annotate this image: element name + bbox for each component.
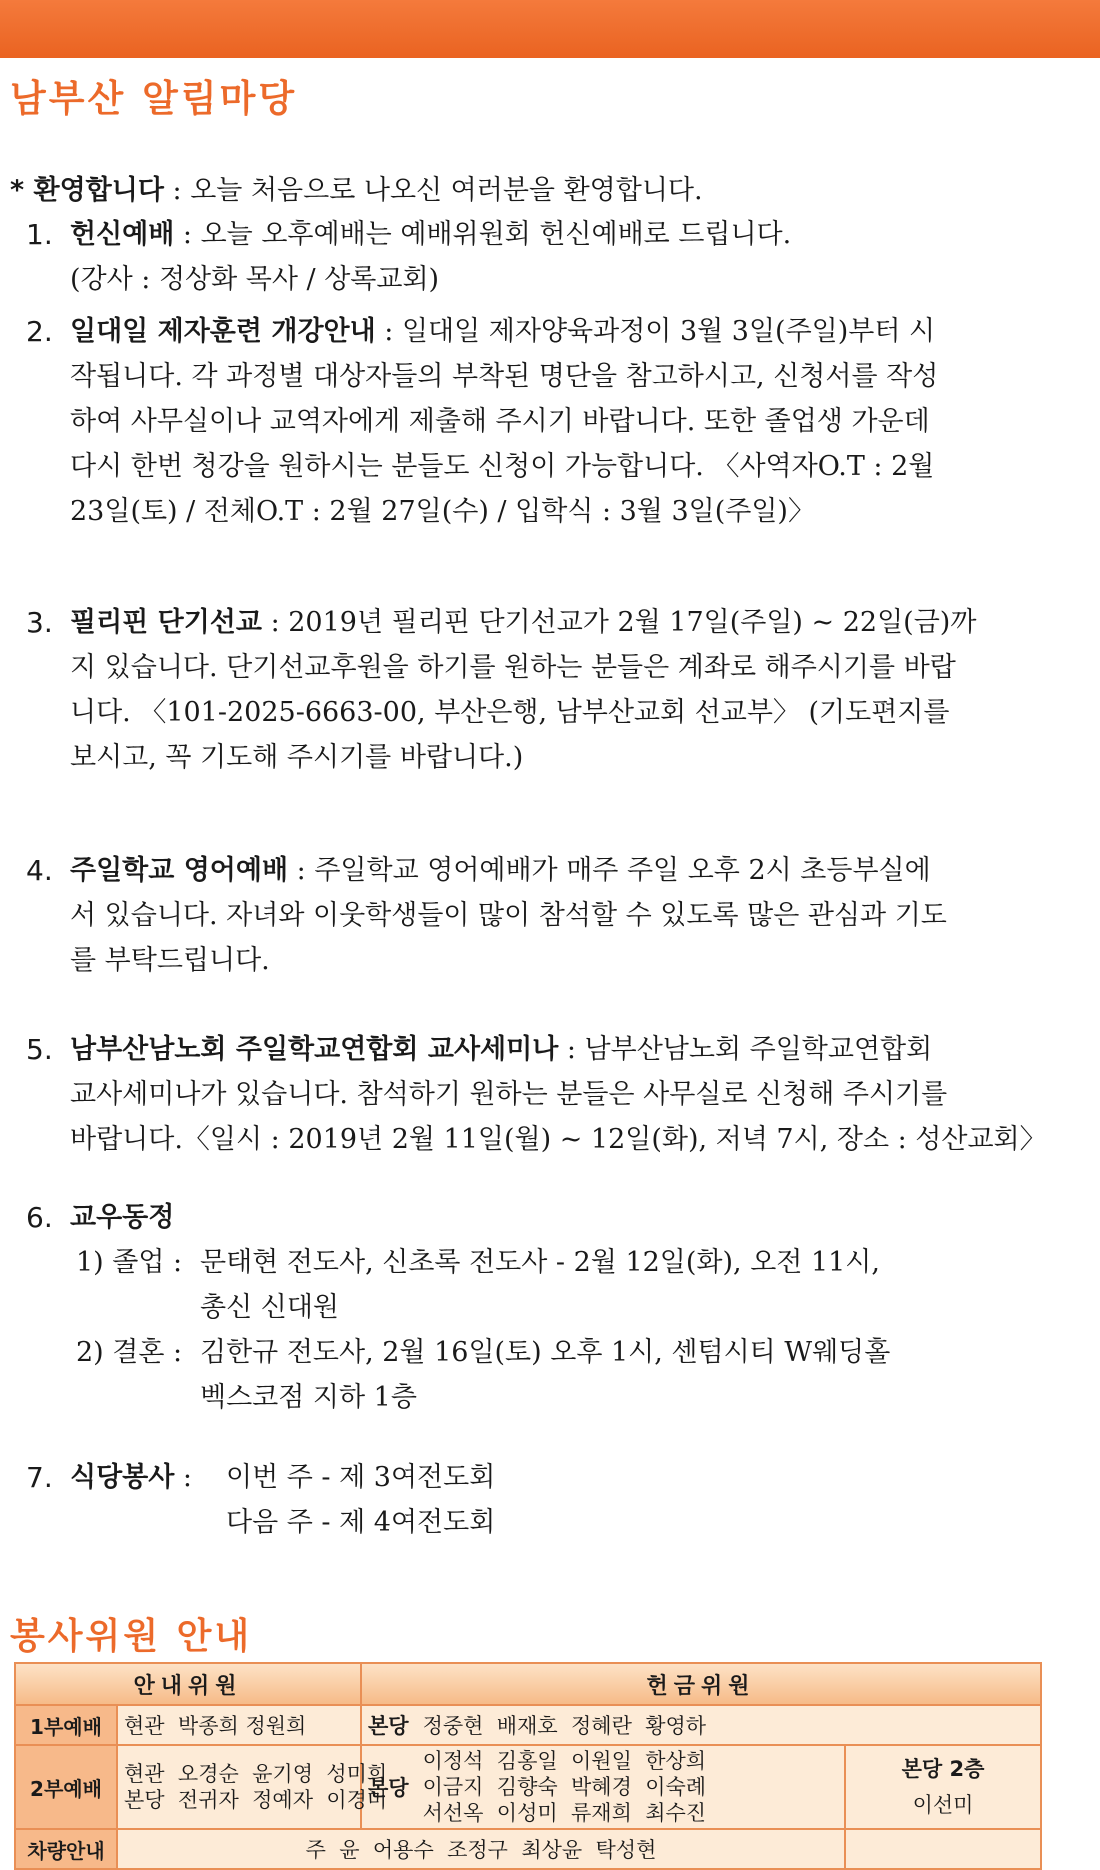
notice-title: 남부산남노회 주일학교연합회 교사세미나 [70, 1034, 559, 1065]
notice-line: : 오늘 오후예배는 예배위원회 헌신예배로 드립니다. [174, 219, 792, 250]
empty-cell [845, 1829, 1041, 1869]
notice-title: 교우동정 [70, 1202, 175, 1233]
extra-offering-cell [845, 1745, 1041, 1829]
sub-item-line: 김한규 전도사, 2월 16일(토) 오후 1시, 센텀시티 W웨딩홀 [200, 1337, 891, 1368]
notice-title: 일대일 제자훈련 개강안내 [70, 316, 376, 347]
staff-table [14, 1662, 1042, 1870]
notice-line: 지 있습니다. 단기선교후원을 하기를 원하는 분들은 계좌로 해주시기를 바랍 [70, 652, 956, 683]
offering-names: 서선옥 이성미 류재희 최수진 [422, 1801, 707, 1825]
notice-line: 작됩니다. 각 과정별 대상자들의 부착된 명단을 참고하시고, 신청서를 작성 [70, 361, 939, 392]
usher-names: 본당 전귀자 정예자 이경미 [124, 1788, 388, 1812]
staff-section-title: 봉사위원 안내 [10, 1616, 253, 1657]
notice-line: (강사 : 정상화 목사 / 상록교회) [70, 264, 440, 295]
notice-5 [26, 1027, 1047, 1162]
notice-title: 필리핀 단기선교 [70, 607, 262, 638]
table-row [15, 1705, 1041, 1745]
notice-line: : 일대일 제자양육과정이 3월 3일(주일)부터 시 [375, 316, 936, 347]
meal-separator: : [174, 1462, 193, 1493]
notice-line: 다시 한번 청강을 원하시는 분들도 신청이 가능합니다. 〈사역자O.T : 2월 [70, 451, 935, 482]
notice-line: 보시고, 꼭 기도해 주시기를 바랍니다.) [70, 742, 524, 773]
sub-item-wedding [76, 1330, 1036, 1420]
notice-number: 3. [26, 606, 53, 639]
header-bar [0, 0, 1100, 58]
row-label: 1부예배 [15, 1705, 117, 1745]
vehicle-names: 주 윤 어용수 조정구 최상윤 탁성현 [117, 1829, 845, 1869]
notice-2 [26, 309, 1036, 534]
notice-7 [26, 1455, 1036, 1545]
notice-line: : 남부산남노회 주일학교연합회 [558, 1034, 933, 1065]
sub-item-graduation [76, 1240, 1036, 1330]
sub-item-label: 2) 결혼 : [76, 1337, 183, 1368]
notice-line: 바랍니다.〈일시 : 2019년 2월 11일(월) ~ 12일(화), 저녁 7시, 장소 : 성산교회〉 [70, 1124, 1047, 1155]
notice-4 [26, 848, 1036, 983]
offering-cell [361, 1745, 845, 1829]
sub-item-line: 벡스코점 지하 1층 [200, 1382, 417, 1413]
usher-cell [117, 1745, 388, 1829]
usher-names: 현관 오경순 윤기영 성미희 [124, 1762, 388, 1786]
meal-line [70, 1455, 1036, 1500]
notice-line: : 2019년 필리핀 단기선교가 2월 17일(주일) ~ 22일(금)까 [261, 607, 977, 638]
notice-number: 5. [26, 1033, 53, 1066]
row-label: 2부예배 [15, 1745, 117, 1829]
notice-number: 2. [26, 315, 53, 348]
notice-title: 주일학교 영어예배 [70, 855, 289, 886]
meal-line [70, 1500, 1036, 1545]
notice-number: 6. [26, 1201, 53, 1234]
table-row [15, 1745, 1041, 1829]
offering-names: 이정석 김홍일 이원일 한상희 [422, 1749, 707, 1773]
welcome-label: * 환영합니다 [10, 175, 164, 206]
notice-line: 서 있습니다. 자녀와 이웃학생들이 많이 참석할 수 있도록 많은 관심과 기도 [70, 900, 947, 931]
offering-location: 본당 [368, 1714, 409, 1738]
notice-line: 하여 사무실이나 교역자에게 제출해 주시기 바랍니다. 또한 졸업생 가운데 [70, 406, 930, 437]
notice-title: 헌신예배 [70, 219, 175, 250]
notice-title: 식당봉사 [70, 1462, 175, 1493]
usher-header: 안내위원 [15, 1663, 361, 1705]
notice-6 [26, 1195, 1036, 1420]
offering-header: 헌금위원 [361, 1663, 1041, 1705]
offering-cell [361, 1705, 1041, 1745]
notice-line: 23일(토) / 전체O.T : 2월 27일(수) / 입학식 : 3월 3일(주일)〉 [70, 496, 815, 527]
table-row [15, 1829, 1041, 1869]
meal-text: 다음 주 - 제 4여전도회 [226, 1507, 496, 1538]
offering-names: 이금지 김향숙 박혜경 이숙례 [422, 1775, 707, 1799]
notice-line: 를 부탁드립니다. [70, 945, 270, 976]
notice-number: 7. [26, 1461, 53, 1494]
welcome-line [10, 168, 703, 207]
notice-3 [26, 600, 1036, 780]
welcome-text: : 오늘 처음으로 나오신 여러분을 환영합니다. [163, 175, 703, 206]
notice-number: 4. [26, 854, 53, 887]
sub-item-line: 총신 신대원 [200, 1292, 339, 1323]
meal-text: 이번 주 - 제 3여전도회 [226, 1462, 496, 1493]
usher-names: 현관 박종희 정원희 [117, 1705, 361, 1745]
extra-location: 본당 2층 [901, 1757, 985, 1781]
sub-item-label: 1) 졸업 : [76, 1247, 183, 1278]
notice-number: 1. [26, 218, 53, 251]
notice-line: 니다. 〈101-2025-6663-00, 부산은행, 남부산교회 선교부〉 (기도편지를 [70, 697, 950, 728]
row-label: 차량안내 [15, 1829, 117, 1869]
sub-item-line: 문태현 전도사, 신초록 전도사 - 2월 12일(화), 오전 11시, [200, 1247, 880, 1278]
notice-line: : 주일학교 영어예배가 매주 주일 오후 2시 초등부실에 [288, 855, 931, 886]
notice-1 [26, 212, 1036, 302]
notice-line: 교사세미나가 있습니다. 참석하기 원하는 분들은 사무실로 신청해 주시기를 [70, 1079, 948, 1110]
notice-section-title: 남부산 알림마당 [10, 77, 298, 120]
extra-name: 이선미 [912, 1793, 974, 1817]
offering-location: 본당 [368, 1776, 409, 1800]
offering-names: 정중현 배재호 정혜란 황영하 [422, 1714, 707, 1738]
